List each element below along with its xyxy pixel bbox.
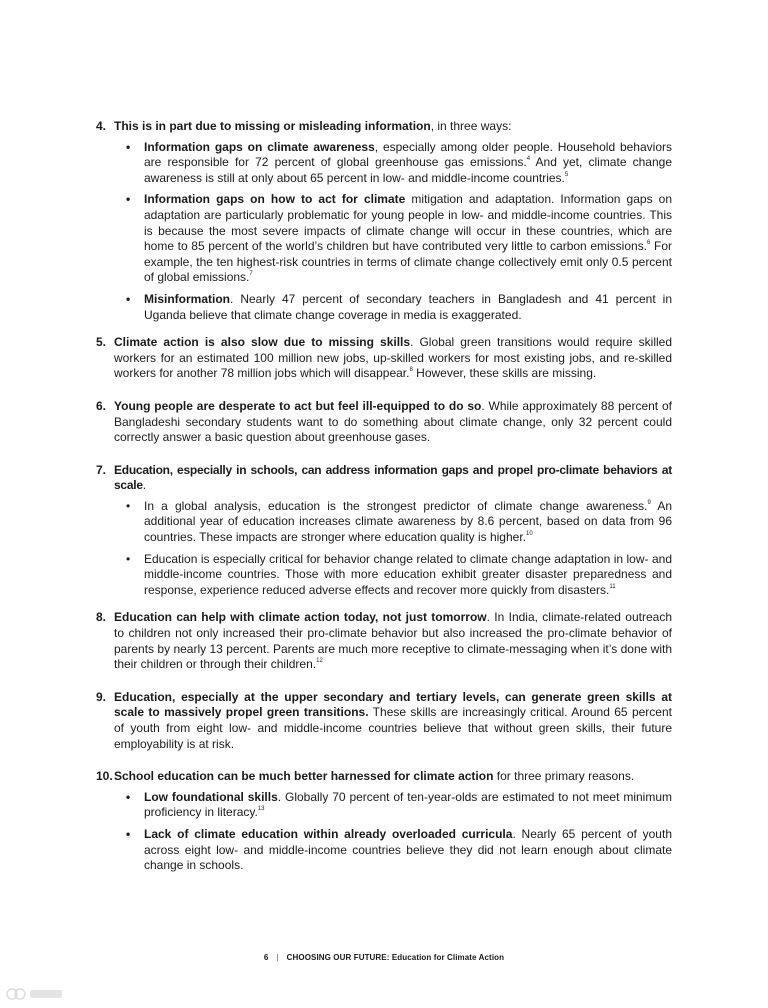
footnote-ref: 10 <box>525 531 533 538</box>
bullet-icon: • <box>126 291 131 306</box>
item-text: . While approximately 88 percent of Bangladeshi secondary students want to do something about climate change, only 32 percent could correctly answer a basic question about greenhouse gases. <box>114 398 672 445</box>
numbered-item-5 <box>96 335 672 382</box>
footnote-ref: 11 <box>609 583 616 590</box>
bullet-icon: • <box>126 789 131 804</box>
item-number: 8. <box>96 610 107 625</box>
footnote-ref: 4 <box>526 156 531 163</box>
item-lead: School education can be much better harnessed for climate action <box>114 769 494 784</box>
watermark-logo <box>6 986 66 1008</box>
bullet-item <box>114 292 672 323</box>
bullet-text: For example, the ten highest-risk countries in terms of climate change collectively emit only 0.5 percent of global emissions. <box>144 239 672 285</box>
item-lead: Education, especially at the upper secondary and tertiary levels, can generate green skills at scale to massively propel green transitions. <box>114 689 672 720</box>
item-number: 9. <box>96 689 107 704</box>
bullet-lead: Information gaps on climate awareness <box>144 139 375 154</box>
bullet-text: mitigation and adaptation. Information gaps on adaptation are particularly problematic for young people in low- and middle-income countries. This is because the most severe impacts of climate change will occur in these countries, which are home to 85 percent of the world’s children but have contributed very little to carbon emissions. <box>144 192 673 254</box>
bullet-text: Education is especially critical for behavior change related to climate change adaptation in low- and middle-income countries. Those with more education exhibit greater disaster preparedness and response, experience reduced adverse effects and recover more quickly from disasters. <box>144 551 672 597</box>
footnote-ref: 5 <box>564 171 569 178</box>
document-body <box>96 119 672 891</box>
bullet-text: And yet, climate change awareness is still at only about 65 percent in low- and middle-income countries. <box>144 155 672 185</box>
bullet-lead: Low foundational skills <box>144 789 278 804</box>
footer-separator: | <box>276 953 279 962</box>
page-number: 6 <box>263 953 269 962</box>
bullet-item <box>114 140 672 187</box>
item-number: 5. <box>96 335 107 350</box>
bullet-icon: • <box>126 498 131 513</box>
bullet-item <box>114 827 672 874</box>
footnote-ref: 8 <box>409 367 413 374</box>
footnote-ref: 13 <box>257 806 265 813</box>
item-lead: Education, especially in schools, can address information gaps and propel pro-climate behaviors at scale <box>114 462 672 493</box>
footer-title: CHOOSING OUR FUTURE: Education for Climate Action <box>286 953 505 962</box>
numbered-item-6 <box>96 399 672 446</box>
item-text: These skills are increasingly critical. Around 65 percent of youth from eight low- and middle-income countries believe that without green skills, their future employability is at risk. <box>114 705 672 751</box>
numbered-item-4 <box>96 119 672 323</box>
bullet-icon: • <box>126 192 131 207</box>
bullet-lead: Lack of climate education within already overloaded curricula <box>144 826 513 841</box>
bullet-icon: • <box>126 551 131 566</box>
bullet-item <box>114 192 672 286</box>
numbered-item-7 <box>96 463 672 599</box>
item-text: for three primary reasons. <box>493 769 635 784</box>
bullet-item <box>114 790 672 821</box>
numbered-item-8 <box>96 610 672 672</box>
bullet-icon: • <box>126 826 131 841</box>
item-text: . In India, climate-related outreach to children not only increased their pro-climate behavior but also increased the pro-climate behavior of parents by nearly 13 percent. Parents are much more receptive to climate-messaging when it’s done with their children or through their children. <box>114 610 672 672</box>
bullet-text: In a global analysis, education is the strongest predictor of climate change awareness. <box>144 498 648 513</box>
item-number: 7. <box>96 462 107 477</box>
page-footer <box>0 950 768 966</box>
item-text: However, these skills are missing. <box>412 366 597 381</box>
footnote-ref: 9 <box>647 499 651 506</box>
item-lead: Education can help with climate action today, not just tomorrow <box>114 610 487 625</box>
watermark-icon <box>6 986 66 1002</box>
footnote-ref: 6 <box>647 240 651 247</box>
footnote-ref: 7 <box>249 271 253 278</box>
item-lead: Young people are desperate to act but feel ill-equipped to do so <box>114 398 482 413</box>
bullet-item <box>114 499 672 546</box>
bullet-text: . Nearly 65 percent of youth across eight low- and middle-income countries believe they did not learn enough about climate change in schools. <box>144 826 672 873</box>
numbered-item-10 <box>96 769 672 874</box>
bullet-text: An additional year of education increases climate awareness by 8.6 percent, based on data from 96 countries. These impacts are stronger where education quality is higher. <box>144 498 673 545</box>
item-text: . Global green transitions would require skilled workers for an estimated 100 million new jobs, up-skilled workers for most existing jobs, and re-skilled workers for another 78 million jobs which will disappear. <box>114 335 673 381</box>
bullet-text: . Globally 70 percent of ten-year-olds are estimated to not meet minimum proficiency in literacy. <box>144 789 672 820</box>
item-number: 4. <box>96 119 107 133</box>
bullet-item <box>114 552 672 599</box>
bullet-lead: Misinformation <box>144 291 230 306</box>
item-number: 10. <box>96 769 113 784</box>
bullet-text: . Nearly 47 percent of secondary teachers in Bangladesh and 41 percent in Uganda believe that climate change coverage in media is exaggerated. <box>144 291 672 322</box>
bullet-text: , especially among older people. Household behaviors are responsible for 72 percent of global greenhouse gas emissions. <box>144 139 672 170</box>
item-text: , in three ways: <box>430 119 512 133</box>
item-lead: Climate action is also slow due to missing skills <box>114 335 411 350</box>
item-number: 6. <box>96 398 107 413</box>
numbered-item-9 <box>96 690 672 752</box>
item-text: . <box>142 478 147 493</box>
item-lead: This is in part due to missing or misleading information <box>114 119 431 133</box>
bullet-icon: • <box>126 139 131 154</box>
footnote-ref: 12 <box>316 658 323 665</box>
bullet-lead: Information gaps on how to act for climate <box>144 192 406 207</box>
